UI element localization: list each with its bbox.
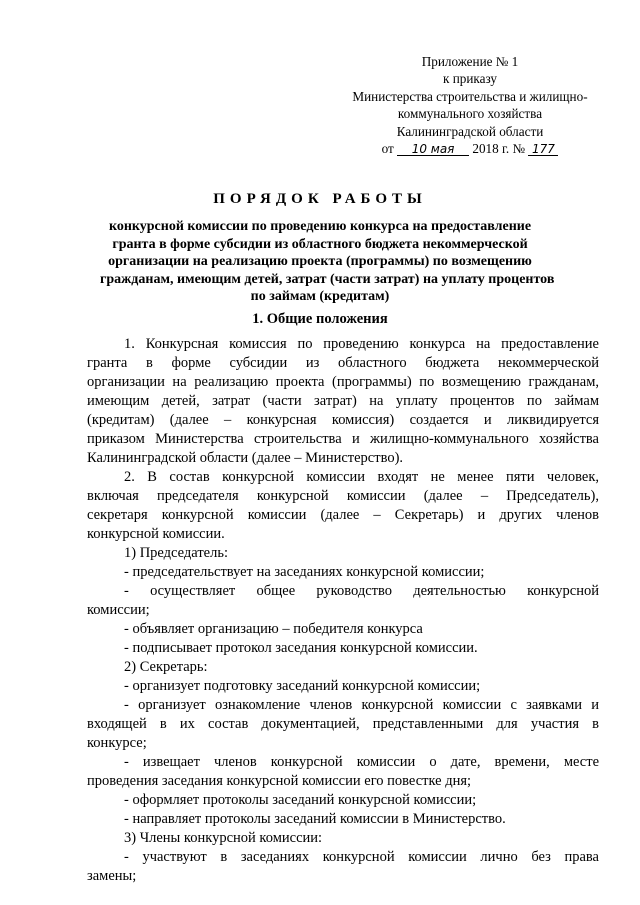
body-line: - объявляет организацию – победителя конкурса (124, 621, 423, 637)
subtitle-line: конкурсной комиссии по проведению конкурса на предоставление (108, 219, 532, 234)
subtitle-line: организации на реализацию проекта (программы) по возмещению (108, 254, 532, 270)
appendix-line-order: к приказу (443, 71, 497, 87)
body-line: - подписывает протокол заседания конкурсной комиссии. (124, 640, 478, 656)
body-line: гранта в форме субсидии из областного бюджета некоммерческой (87, 355, 599, 371)
handwritten-number: 177 (528, 143, 558, 156)
body-line: секретаря конкурсной комиссии (далее – Секретарь) и других членов (87, 507, 599, 523)
appendix-header (340, 53, 600, 157)
appendix-title: Приложение № 1 (421, 54, 519, 69)
appendix-line-communal: коммунального хозяйства (397, 106, 543, 122)
appendix-date-line (340, 140, 600, 157)
body-line: замены; (87, 868, 137, 884)
body-line: Калининградской области (далее – Министерство). (87, 450, 404, 466)
subtitle-line: по займам (кредитам) (250, 289, 390, 305)
body-line: организации на реализацию проекта (программы) по возмещению гражданам, (87, 374, 599, 390)
body-line: конкурсе; (87, 735, 147, 751)
section-heading: 1. Общие положения (252, 311, 388, 327)
body-line: 1) Председатель: (124, 545, 228, 561)
appendix-line-ministry: Министерства строительства и жилищно- (352, 88, 588, 104)
body-line: 2. В состав конкурсной комиссии входят не менее пяти человек, (124, 469, 599, 485)
body-line: - участвуют в заседаниях конкурсной комиссии лично без права (124, 849, 599, 865)
date-prefix: от (381, 141, 394, 157)
subtitle-line: гражданам, имеющим детей, затрат (части затрат) на уплату процентов (100, 271, 555, 287)
body-line: - направляет протоколы заседаний комиссии в Министерство. (124, 811, 506, 827)
body-line: включая председателя конкурсной комиссии (далее – Председатель), (87, 488, 599, 504)
body-line: комиссии; (87, 602, 150, 618)
body-line: - оформляет протоколы заседаний конкурсной комиссии; (124, 792, 477, 808)
body-line: - осуществляет общее руководство деятельностью конкурсной (124, 583, 599, 599)
body-line: приказом Министерства строительства и жилищно-коммунального хозяйства (87, 431, 599, 447)
body-line: 1. Конкурсная комиссия по проведению конкурса на предоставление (124, 336, 599, 352)
body-line: входящей в их состав документацией, представленными для участия в (87, 716, 599, 732)
document-body (87, 335, 599, 886)
body-line: 3) Члены конкурсной комиссии: (124, 830, 323, 846)
body-line: 2) Секретарь: (124, 659, 208, 675)
body-line: (кредитам) (далее – конкурсная комиссия) создается и ликвидируется (87, 412, 599, 428)
document-title: ПОРЯДОК РАБОТЫ (213, 191, 427, 207)
body-line: - председательствует на заседаниях конкурсной комиссии; (124, 564, 485, 580)
subtitle-line: гранта в форме субсидии из областного бюджета некоммерческой (112, 236, 528, 252)
body-line: проведения заседания конкурсной комиссии его повестке дня; (87, 773, 472, 789)
appendix-line-region: Калининградской области (396, 123, 544, 139)
handwritten-date: 10 мая (397, 143, 469, 156)
body-line: имеющим детей, затрат (части затрат) на уплату процентов по займам (87, 393, 599, 409)
document-subtitle (100, 218, 555, 306)
body-line: конкурсной комиссии. (87, 526, 225, 542)
body-line: - организует ознакомление членов конкурсной комиссии с заявками и (124, 697, 599, 713)
body-line: - извещает членов конкурсной комиссии о дате, времени, месте (124, 754, 599, 770)
body-line: - организует подготовку заседаний конкурсной комиссии; (124, 678, 481, 694)
year-label: 2018 г. № (472, 141, 526, 157)
